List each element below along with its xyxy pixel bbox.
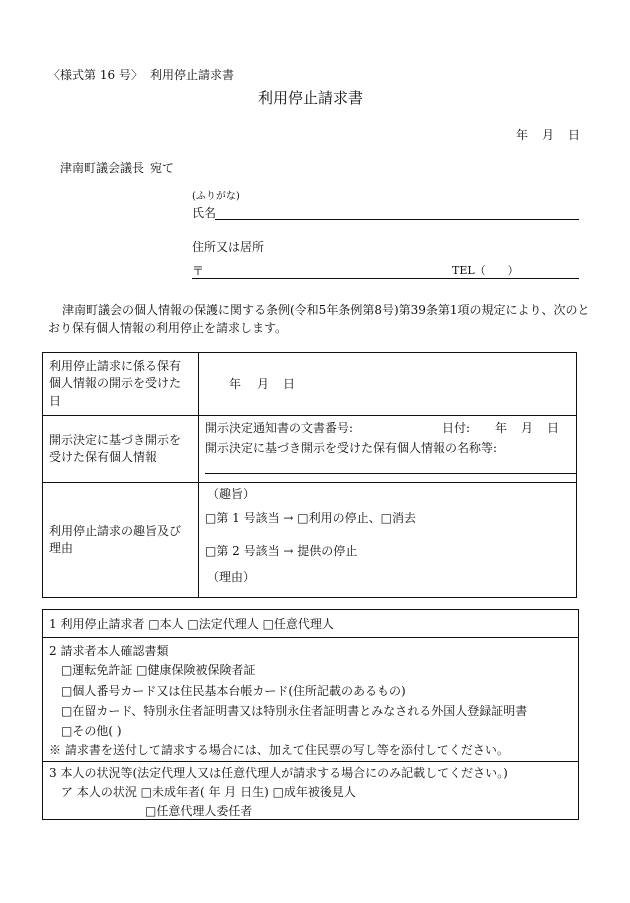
table-row xyxy=(43,353,577,416)
status-line-2[interactable]: □任意代理人委任者 xyxy=(145,804,253,818)
status-title: 3 本人の状況等(法定代理人又は任意代理人が請求する場合にのみ記載してください。) xyxy=(49,766,508,780)
form-name: 利用停止請求書 xyxy=(150,68,235,82)
status-line-1[interactable]: ア 本人の状況 □未成年者( 年 月 日生) □成年被後見人 xyxy=(61,785,356,799)
purpose-option-1[interactable]: □第 1 号該当 → □利用の停止、□消去 xyxy=(205,511,416,525)
date-year-label: 年 xyxy=(516,128,529,142)
row2-year: 年 xyxy=(495,421,508,435)
table-row xyxy=(43,416,577,483)
row1-day: 日 xyxy=(283,377,296,391)
divider xyxy=(43,637,578,638)
intro-line-1: 津南町議会の個人情報の保護に関する条例(令和5年条例第8号)第39条第1項の規定により、次のと xyxy=(62,303,590,317)
row1-label: 利用停止請求に係る保有個人情報の開示を受けた日 xyxy=(43,353,199,416)
date-day-label: 日 xyxy=(568,128,581,142)
tel-label: TEL（ ） xyxy=(452,264,519,277)
table-row xyxy=(43,483,577,598)
row2-month: 月 xyxy=(521,421,534,435)
id-docs-line-4[interactable]: □その他( ) xyxy=(61,724,122,738)
furigana-label: (ふりがな) xyxy=(192,191,240,202)
addressee-suffix: 宛て xyxy=(150,161,175,175)
purpose-label: （趣旨） xyxy=(207,487,256,501)
address-field-line[interactable] xyxy=(192,278,579,279)
row2-day: 日 xyxy=(547,421,560,435)
request-details-table xyxy=(42,352,577,598)
date-label: 日付: xyxy=(442,421,471,435)
address-label: 住所又は居所 xyxy=(192,240,265,254)
date-month-label: 月 xyxy=(542,128,555,142)
id-docs-line-3[interactable]: □在留カード、特別永住者証明書又は特別永住者証明書とみなされる外国人登録証明書 xyxy=(61,704,528,718)
divider xyxy=(43,761,578,762)
name-field-line[interactable] xyxy=(215,219,579,220)
intro-line-2: おり保有個人情報の利用停止を請求します。 xyxy=(48,321,288,335)
requester-info-box xyxy=(42,609,579,820)
info-name-label: 開示決定に基づき開示を受けた保有個人情報の名称等: xyxy=(205,441,498,455)
row1-value[interactable] xyxy=(199,353,577,416)
addressee: 津南町議会議長 xyxy=(60,161,145,175)
name-label: 氏名 xyxy=(192,206,217,220)
row2-label: 開示決定に基づき開示を受けた保有個人情報 xyxy=(43,416,199,483)
form-number: 〈様式第 16 号〉 xyxy=(48,68,143,82)
purpose-option-2[interactable]: □第 2 号該当 → 提供の停止 xyxy=(205,544,358,558)
reason-label: （理由） xyxy=(207,570,256,584)
id-docs-line-1[interactable]: □運転免許証 □健康保険被保険者証 xyxy=(61,663,256,677)
id-docs-note: ※ 請求書を送付して請求する場合には、加えて住民票の写し等を添付してください。 xyxy=(49,743,509,757)
row3-label: 利用停止請求の趣旨及び理由 xyxy=(43,483,199,598)
postal-mark: 〒 xyxy=(192,264,205,278)
requester-type-options[interactable]: 1 利用停止請求者 □本人 □法定代理人 □任意代理人 xyxy=(49,617,334,631)
row1-month: 月 xyxy=(257,377,270,391)
row1-year: 年 xyxy=(229,377,242,391)
id-docs-line-2[interactable]: □個人番号カード又は住民基本台帳カード(住所記載のあるもの) xyxy=(61,684,406,698)
info-name-line xyxy=(205,473,577,474)
row2-value[interactable] xyxy=(199,416,577,483)
id-docs-title: 2 請求者本人確認書類 xyxy=(49,644,169,658)
doc-number-label: 開示決定通知書の文書番号: xyxy=(205,421,354,435)
document-title: 利用停止請求書 xyxy=(258,89,364,107)
row3-value[interactable] xyxy=(199,483,577,598)
